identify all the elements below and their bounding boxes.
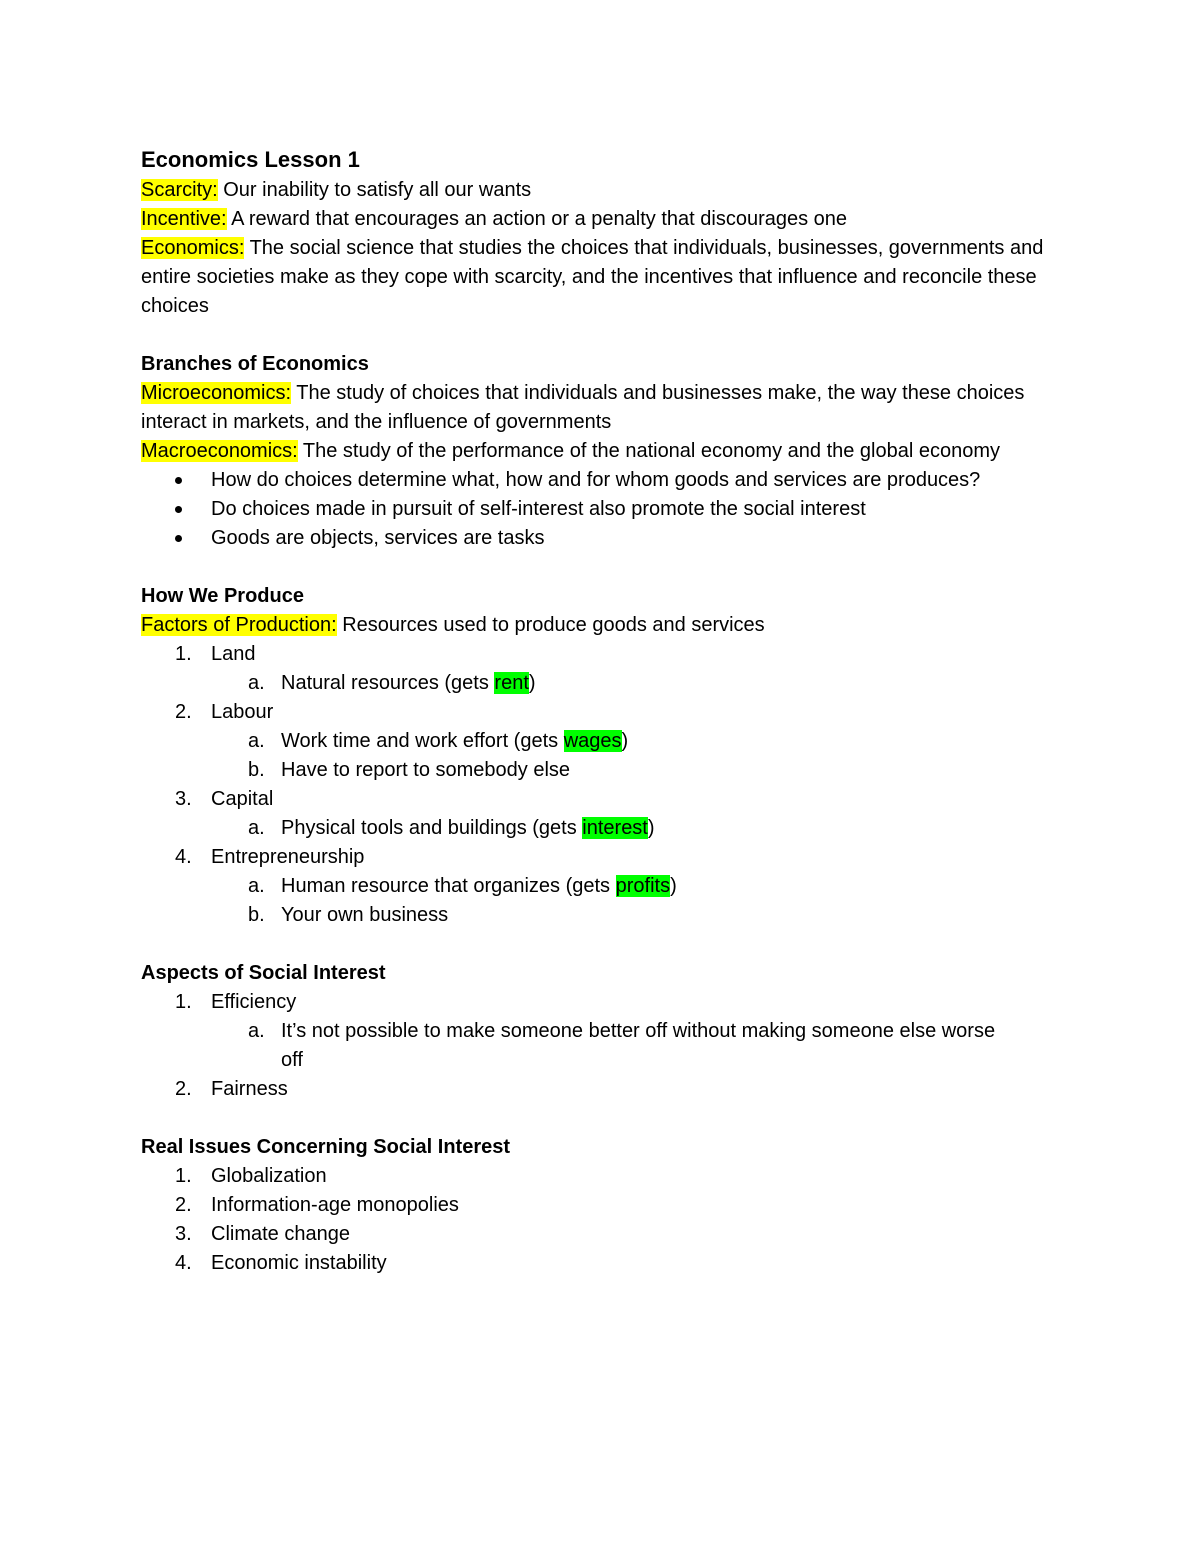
list-item — [141, 988, 1071, 1075]
list-item — [141, 1249, 1071, 1278]
answer-highlight: profits — [615, 875, 671, 897]
list-marker: a. — [248, 672, 265, 694]
bullet-icon — [175, 535, 182, 542]
section-heading-issues: Real Issues Concerning Social Interest — [141, 1136, 511, 1158]
term-highlight: Macroeconomics: — [141, 440, 298, 462]
definition-scarcity — [141, 176, 1071, 205]
list-item-label: Labour — [211, 701, 274, 723]
definition-microeconomics — [141, 379, 1071, 437]
sub-list-item: b. Have to report to somebody else — [211, 756, 1071, 785]
list-item-label: Economic instability — [211, 1252, 387, 1274]
answer-highlight: rent — [494, 672, 529, 694]
issues-list — [141, 1162, 1071, 1278]
list-item — [141, 1162, 1071, 1191]
aspects-list — [141, 988, 1071, 1104]
list-marker: a. — [248, 875, 265, 897]
definition-economics — [141, 234, 1071, 321]
section-heading-produce: How We Produce — [141, 585, 304, 607]
definition-factors — [141, 611, 1071, 640]
list-item — [141, 1075, 1071, 1104]
list-marker: a. — [248, 1020, 265, 1042]
list-marker: b. — [248, 904, 265, 926]
definition-macroeconomics — [141, 437, 1071, 466]
sub-list-item: a. Physical tools and buildings (gets interest) — [211, 814, 1071, 843]
definition-text: The study of the performance of the national economy and the global economy — [297, 440, 1001, 462]
answer-highlight: wages — [563, 730, 622, 752]
sub-list-item: a. It’s not possible to make someone better off without making someone else worse off — [211, 1017, 1071, 1075]
list-marker: 1. — [175, 643, 192, 665]
list-marker: b. — [248, 759, 265, 781]
list-item — [141, 1220, 1071, 1249]
sub-list — [211, 814, 1071, 843]
list-item: Goods are objects, services are tasks — [141, 524, 1071, 553]
list-item — [141, 843, 1071, 930]
section-heading-aspects: Aspects of Social Interest — [141, 962, 386, 984]
page-title: Economics Lesson 1 — [141, 147, 360, 172]
list-item-label: Entrepreneurship — [211, 846, 365, 868]
document-content — [141, 143, 1071, 1278]
list-item — [141, 698, 1071, 785]
list-marker: 2. — [175, 701, 192, 723]
sub-list — [211, 872, 1071, 930]
list-item-label: Capital — [211, 788, 274, 810]
list-marker: 1. — [175, 1165, 192, 1187]
sub-list-item: a. Human resource that organizes (gets profits) — [211, 872, 1071, 901]
list-item — [141, 640, 1071, 698]
list-marker: 2. — [175, 1078, 192, 1100]
list-marker: 1. — [175, 991, 192, 1013]
list-marker: 4. — [175, 846, 192, 868]
sub-list — [211, 727, 1071, 785]
section-heading-branches: Branches of Economics — [141, 353, 369, 375]
definition-incentive — [141, 205, 1071, 234]
definition-text: A reward that encourages an action or a penalty that discourages one — [226, 208, 848, 230]
list-item-label: Climate change — [211, 1223, 350, 1245]
list-marker: 2. — [175, 1194, 192, 1216]
list-marker: 3. — [175, 788, 192, 810]
sub-list-item: b. Your own business — [211, 901, 1071, 930]
spacer — [141, 1104, 1071, 1133]
sub-list-item: a. Natural resources (gets rent) — [211, 669, 1071, 698]
term-highlight: Scarcity: — [141, 179, 218, 201]
term-highlight: Economics: — [141, 237, 245, 259]
factors-list — [141, 640, 1071, 930]
list-item: Do choices made in pursuit of self-interest also promote the social interest — [141, 495, 1071, 524]
list-item-label: Efficiency — [211, 991, 297, 1013]
term-highlight: Microeconomics: — [141, 382, 292, 404]
list-item-label: Fairness — [211, 1078, 288, 1100]
list-marker: 3. — [175, 1223, 192, 1245]
bullet-list — [141, 466, 1071, 553]
definition-text: Our inability to satisfy all our wants — [217, 179, 532, 201]
list-marker: a. — [248, 817, 265, 839]
spacer — [141, 321, 1071, 350]
bullet-icon — [175, 477, 182, 484]
list-marker: a. — [248, 730, 265, 752]
definition-text: The social science that studies the choices that individuals, businesses, governments and entire societies make as they cope with scarcity, and the incentives that influence and reconcile these choices — [141, 237, 1044, 317]
list-item-label: Land — [211, 643, 256, 665]
list-item — [141, 1191, 1071, 1220]
definition-text: The study of choices that individuals and businesses make, the way these choices interact in markets, and the influence of governments — [141, 382, 1025, 433]
term-highlight: Incentive: — [141, 208, 227, 230]
list-item: How do choices determine what, how and for whom goods and services are produces? — [141, 466, 1071, 495]
list-item — [141, 785, 1071, 843]
definition-text: Resources used to produce goods and services — [336, 614, 765, 636]
sub-list — [211, 669, 1071, 698]
sub-list-item: a. Work time and work effort (gets wages) — [211, 727, 1071, 756]
sub-list — [211, 1017, 1071, 1075]
list-item-label: Information-age monopolies — [211, 1194, 459, 1216]
bullet-icon — [175, 506, 182, 513]
spacer — [141, 930, 1071, 959]
spacer — [141, 553, 1071, 582]
term-highlight: Factors of Production: — [141, 614, 337, 636]
list-item-label: Globalization — [211, 1165, 327, 1187]
list-marker: 4. — [175, 1252, 192, 1274]
answer-highlight: interest — [582, 817, 648, 839]
